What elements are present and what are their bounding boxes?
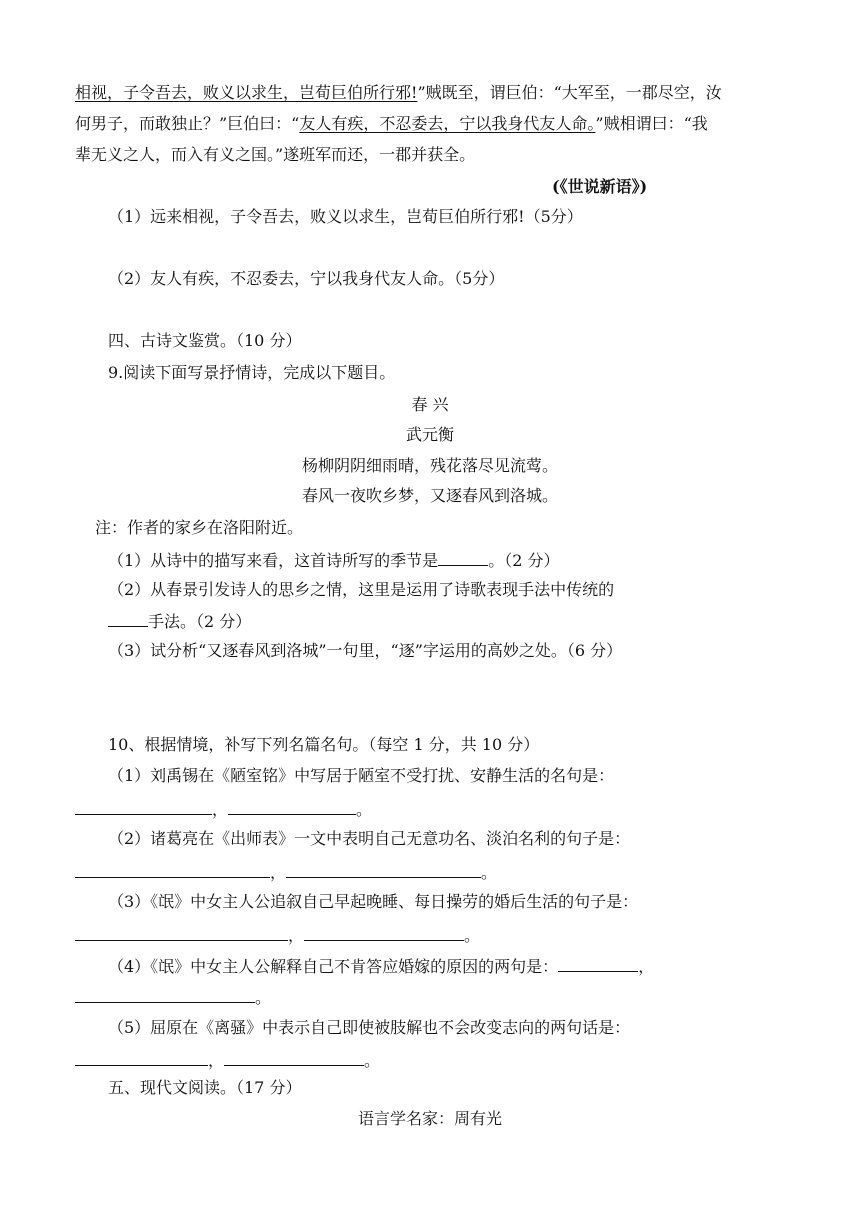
- underlined-sentence-1: 相视，子令吾去，败义以求生，岂荀巨伯所行邪!: [75, 83, 418, 102]
- answer-blank[interactable]: [438, 548, 488, 566]
- question-9-2-cont: 手法。（2 分）: [108, 609, 251, 633]
- question-9-3: （3）试分析“又逐春风到洛城”一句里，“逐”字运用的高妙之处。（6 分）: [108, 641, 623, 660]
- question-9-1: （1）从诗中的描写来看，这首诗所写的季节是 。（2 分）: [108, 548, 559, 572]
- passage-line-2: 何男子，而敢独止？”巨伯曰：“友人有疾，不忍委去，宁以我身代友人命。”贼相谓曰：“我: [75, 114, 708, 133]
- answer-blank[interactable]: [558, 954, 638, 972]
- translate-q2: （2）友人有疾，不忍委去，宁以我身代友人命。（5分）: [108, 269, 505, 288]
- question-9: 9.阅读下面写景抒情诗，完成以下题目。: [108, 363, 396, 382]
- item-10-4-blanks: 。: [75, 985, 271, 1009]
- answer-blank[interactable]: [304, 923, 464, 941]
- passage-line-1: 相视，子令吾去，败义以求生，岂荀巨伯所行邪!”贼既至，谓巨伯：“大军至，一郡尽空，汝: [75, 83, 722, 102]
- item-10-2: （2）诸葛亮在《出师表》一文中表明自己无意功名、淡泊名利的句子是：: [108, 829, 631, 848]
- item-10-4: （4）《氓》中女主人公解释自己不肯答应婚嫁的原因的两句是： ，: [108, 954, 654, 978]
- answer-blank[interactable]: [75, 923, 288, 941]
- poem-note: 注：作者的家乡在洛阳附近。: [95, 518, 304, 537]
- passage-line-3: 辈无义之人，而入有义之国。”遂班军而还，一郡并获全。: [75, 145, 476, 164]
- item-10-5-blanks: ， 。: [75, 1048, 380, 1072]
- poem-line-2: 春风一夜吹乡梦，又逐春风到洛城。: [301, 486, 558, 505]
- section5-heading: 五、现代文阅读。（17 分）: [108, 1078, 302, 1097]
- poem-line-1: 杨柳阴阴细雨晴，残花落尽见流莺。: [301, 456, 558, 475]
- poem-author: 武元衡: [405, 425, 454, 444]
- answer-blank[interactable]: [286, 860, 481, 878]
- item-10-1-blanks: ， 。: [75, 797, 372, 821]
- answer-blank[interactable]: [75, 797, 212, 815]
- section10-heading: 10、根据情境，补写下列名篇名句。（每空 1 分，共 10 分）: [108, 735, 540, 754]
- item-10-2-blanks: ， 。: [75, 860, 497, 884]
- poem-title: 春 兴: [411, 395, 449, 414]
- item-10-1: （1）刘禹锡在《陋室铭》中写居于陋室不受打扰、安静生活的名句是：: [108, 766, 615, 785]
- question-9-2: （2）从春景引发诗人的思乡之情，这里是运用了诗歌表现手法中传统的: [108, 580, 615, 599]
- answer-blank[interactable]: [75, 860, 270, 878]
- answer-blank[interactable]: [224, 1048, 364, 1066]
- answer-blank[interactable]: [228, 797, 356, 815]
- section4-heading: 四、古诗文鉴赏。（10 分）: [108, 331, 302, 350]
- article-title: 语言学名家：周有光: [357, 1109, 502, 1128]
- answer-blank[interactable]: [75, 985, 255, 1003]
- answer-blank[interactable]: [75, 1048, 208, 1066]
- passage-source: (《世说新语》): [552, 177, 648, 196]
- translate-q1: （1）远来相视，子令吾去，败义以求生，岂荀巨伯所行邪!（5分）: [108, 207, 583, 226]
- answer-blank[interactable]: [108, 609, 148, 627]
- item-10-3-blanks: ， 。: [75, 923, 480, 947]
- item-10-3: （3）《氓》中女主人公追叙自己早起晚睡、每日操劳的婚后生活的句子是：: [108, 892, 639, 911]
- item-10-5: （5）屈原在《离骚》中表示自己即使被肢解也不会改变志向的两句话是：: [108, 1018, 631, 1037]
- underlined-sentence-2: 友人有疾，不忍委去，宁以我身代友人命。: [299, 114, 596, 133]
